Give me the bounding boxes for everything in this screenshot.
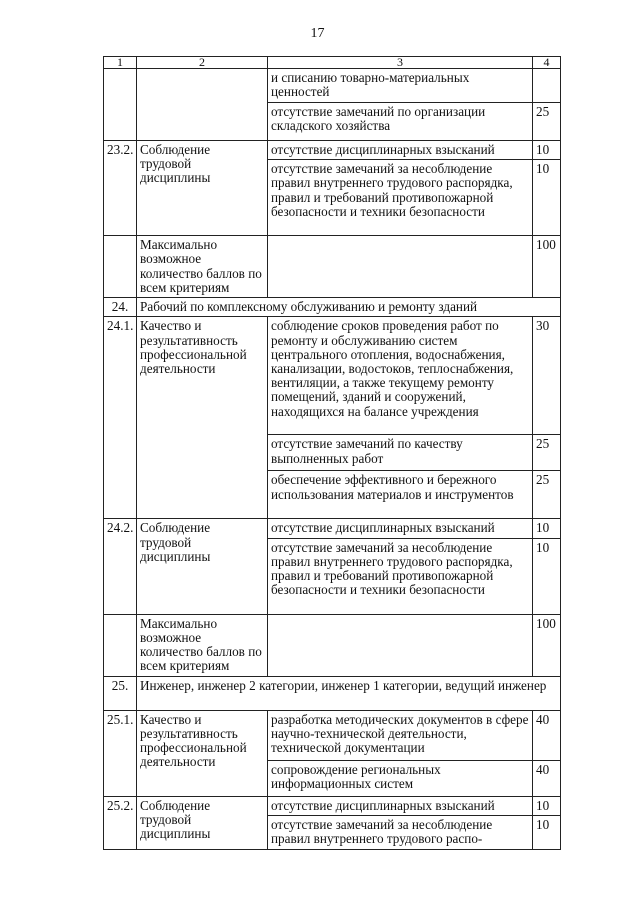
criterion-cell: Максимально возможное количество баллов по всем критериям (137, 614, 268, 676)
section-row (104, 676, 561, 710)
score-cell: 10 (533, 796, 561, 815)
table-row (104, 69, 561, 103)
score-cell: 10 (533, 160, 561, 236)
score-cell: 100 (533, 614, 561, 676)
table-row (104, 317, 561, 435)
page-number: 17 (310, 26, 325, 41)
criterion-cell: Качество и результативность профессиональной деятельности (137, 710, 268, 796)
score-cell: 10 (533, 815, 561, 849)
indicator-cell: отсутствие замечаний по качеству выполненных работ (268, 435, 533, 471)
indicator-cell: соблюдение сроков проведения работ по ремонту и обслуживанию систем центрального отопления, водоснабжения, канализации, водостоков, теплоснабжения, вентиляции, а также текущему ремонту помещений, зданий и сооружений, находящихся на балансе учреждения (268, 317, 533, 435)
item-number-cell (104, 69, 137, 141)
item-number-cell: 25.2. (104, 796, 137, 849)
criterion-cell: Соблюдение трудовой дисциплины (137, 796, 268, 849)
criterion-cell: Соблюдение трудовой дисциплины (137, 141, 268, 236)
indicator-cell (268, 614, 533, 676)
header-col-3: 3 (268, 57, 533, 69)
header-col-4: 4 (533, 57, 561, 69)
indicator-cell: отсутствие дисциплинарных взысканий (268, 519, 533, 538)
indicator-cell: отсутствие замечаний за несоблюдение правил внутреннего трудового распорядка, правил и требований противопожарной безопасности и техники безопасности (268, 538, 533, 614)
indicator-cell: разработка методических документов в сфере научно-технической деятельности, технической документации (268, 710, 533, 760)
criterion-cell: Соблюдение трудовой дисциплины (137, 519, 268, 614)
section-title-cell: Инженер, инженер 2 категории, инженер 1 категории, ведущий инженер (137, 676, 561, 710)
indicator-cell: отсутствие замечаний по организации складского хозяйства (268, 103, 533, 141)
score-cell: 40 (533, 760, 561, 796)
score-cell (533, 69, 561, 103)
score-cell: 40 (533, 710, 561, 760)
indicator-cell: отсутствие замечаний за несоблюдение правил внутреннего трудового распо- (268, 815, 533, 849)
section-number-cell: 24. (104, 298, 137, 317)
indicator-cell: отсутствие дисциплинарных взысканий (268, 141, 533, 160)
table-header-row (104, 57, 561, 69)
score-cell: 10 (533, 538, 561, 614)
indicator-cell: отсутствие дисциплинарных взысканий (268, 796, 533, 815)
criterion-cell: Максимально возможное количество баллов по всем критериям (137, 236, 268, 298)
section-row (104, 298, 561, 317)
criterion-cell (137, 69, 268, 141)
indicator-cell: обеспечение эффективного и бережного использования материалов и инструментов (268, 471, 533, 519)
table-row (104, 614, 561, 676)
table-row (104, 710, 561, 760)
score-cell: 10 (533, 141, 561, 160)
criterion-cell: Качество и результативность профессиональной деятельности (137, 317, 268, 519)
header-col-2: 2 (137, 57, 268, 69)
table-row (104, 796, 561, 815)
item-number-cell: 24.2. (104, 519, 137, 614)
table-row (104, 141, 561, 160)
score-cell: 25 (533, 103, 561, 141)
table-row (104, 519, 561, 538)
item-number-cell: 23.2. (104, 141, 137, 236)
score-cell: 25 (533, 471, 561, 519)
section-title-cell: Рабочий по комплексному обслуживанию и ремонту зданий (137, 298, 561, 317)
indicator-cell: и списанию товарно-материальных ценностей (268, 69, 533, 103)
criteria-table (103, 56, 561, 850)
indicator-cell: сопровождение региональных информационных систем (268, 760, 533, 796)
score-cell: 100 (533, 236, 561, 298)
indicator-cell: отсутствие замечаний за несоблюдение правил внутреннего трудового распорядка, правил и требований противопожарной безопасности и техники безопасности (268, 160, 533, 236)
item-number-cell: 24.1. (104, 317, 137, 519)
table-row (104, 236, 561, 298)
score-cell: 25 (533, 435, 561, 471)
score-cell: 30 (533, 317, 561, 435)
header-col-1: 1 (104, 57, 137, 69)
indicator-cell (268, 236, 533, 298)
score-cell: 10 (533, 519, 561, 538)
item-number-cell: 25.1. (104, 710, 137, 796)
section-number-cell: 25. (104, 676, 137, 710)
item-number-cell (104, 614, 137, 676)
item-number-cell (104, 236, 137, 298)
